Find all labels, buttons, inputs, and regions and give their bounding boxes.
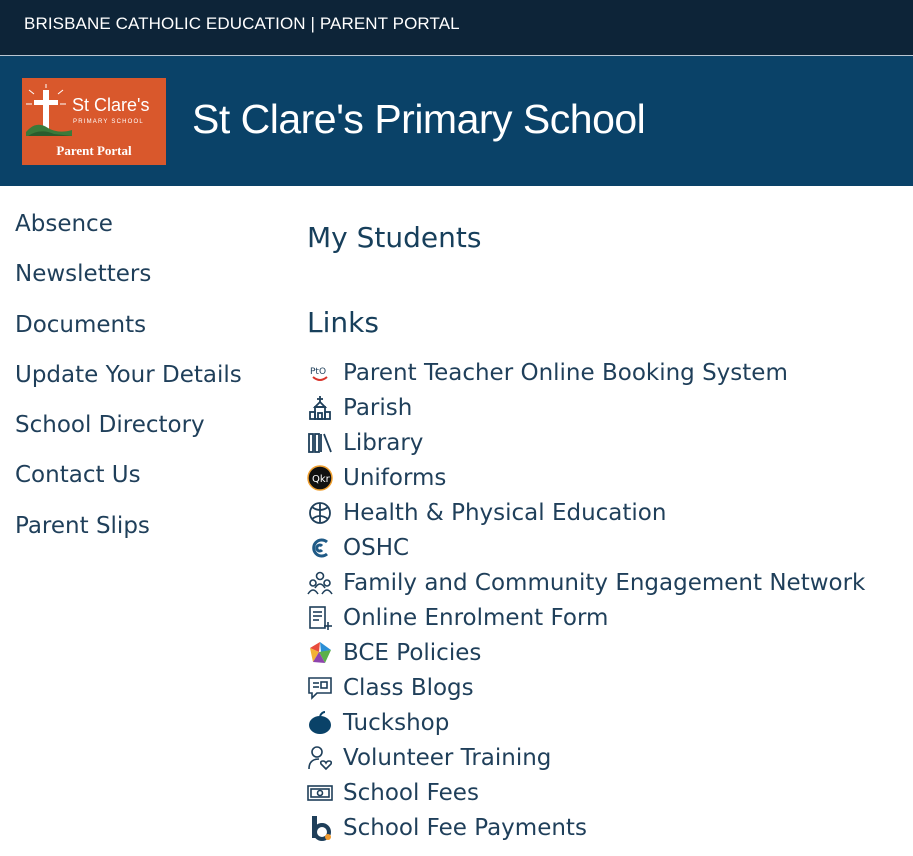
school-logo[interactable] bbox=[22, 78, 166, 165]
main-content bbox=[307, 218, 865, 845]
school-header bbox=[0, 56, 913, 186]
school-name: St Clare's Primary School bbox=[192, 96, 646, 142]
portal-title: BRISBANE CATHOLIC EDUCATION | PARENT PORTAL bbox=[24, 14, 460, 33]
sidebar-nav bbox=[15, 206, 242, 558]
logo-school-name: St Clare's bbox=[72, 95, 150, 115]
bpay-icon bbox=[307, 815, 333, 841]
link-label: OSHC bbox=[343, 534, 410, 561]
link-bce-policies[interactable] bbox=[307, 635, 865, 670]
link-label: Parish bbox=[343, 394, 413, 421]
link-label: Library bbox=[343, 429, 424, 456]
sidebar-item-parent-slips[interactable]: Parent Slips bbox=[15, 512, 150, 539]
svg-text:Qkr: Qkr bbox=[312, 473, 330, 485]
link-label: Online Enrolment Form bbox=[343, 604, 609, 631]
ptobs-icon bbox=[307, 360, 333, 386]
link-uniforms[interactable] bbox=[307, 460, 865, 495]
sidebar-item-school-directory[interactable]: School Directory bbox=[15, 412, 205, 439]
links-heading: Links bbox=[307, 306, 379, 339]
sidebar-item-documents[interactable]: Documents bbox=[15, 311, 147, 338]
link-class-blogs[interactable] bbox=[307, 670, 865, 705]
church-icon bbox=[307, 395, 333, 421]
link-label: Health & Physical Education bbox=[343, 499, 667, 526]
policies-icon bbox=[307, 640, 333, 666]
blog-icon bbox=[307, 675, 333, 701]
link-label: School Fee Payments bbox=[343, 814, 587, 841]
link-library[interactable] bbox=[307, 425, 865, 460]
link-label: Parent Teacher Online Booking System bbox=[343, 359, 788, 386]
apple-icon bbox=[307, 710, 333, 736]
money-icon bbox=[307, 780, 333, 806]
link-health-pe[interactable] bbox=[307, 495, 865, 530]
link-school-fees[interactable] bbox=[307, 775, 865, 810]
portal-topbar bbox=[0, 0, 913, 56]
link-label: Volunteer Training bbox=[343, 744, 552, 771]
oshc-icon bbox=[307, 535, 333, 561]
my-students-heading: My Students bbox=[307, 221, 482, 254]
link-oshc[interactable] bbox=[307, 530, 865, 565]
volunteer-icon bbox=[307, 745, 333, 771]
links-list bbox=[307, 355, 865, 845]
link-enrolment-form[interactable] bbox=[307, 600, 865, 635]
cross-logo-icon bbox=[26, 84, 76, 144]
books-icon bbox=[307, 430, 333, 456]
link-parent-teacher-booking[interactable] bbox=[307, 355, 865, 390]
link-parish[interactable] bbox=[307, 390, 865, 425]
sidebar-item-contact-us[interactable]: Contact Us bbox=[15, 462, 141, 489]
link-label: School Fees bbox=[343, 779, 479, 806]
link-label: Uniforms bbox=[343, 464, 447, 491]
link-school-fee-payments[interactable] bbox=[307, 810, 865, 845]
form-icon bbox=[307, 605, 333, 631]
logo-portal-label: Parent Portal bbox=[56, 143, 132, 158]
link-tuckshop[interactable] bbox=[307, 705, 865, 740]
sidebar-item-newsletters[interactable]: Newsletters bbox=[15, 261, 152, 288]
link-label: BCE Policies bbox=[343, 639, 482, 666]
sidebar-item-absence[interactable]: Absence bbox=[15, 211, 113, 237]
qkr-icon bbox=[307, 465, 333, 491]
link-label: Tuckshop bbox=[343, 709, 450, 736]
svg-text:PtO: PtO bbox=[310, 366, 327, 377]
logo-subtitle: PRIMARY SCHOOL bbox=[73, 119, 144, 125]
sidebar-item-update-details[interactable]: Update Your Details bbox=[15, 361, 242, 388]
link-label: Class Blogs bbox=[343, 674, 474, 701]
link-family-community[interactable] bbox=[307, 565, 865, 600]
people-icon bbox=[307, 570, 333, 596]
link-label: Family and Community Engagement Network bbox=[343, 569, 866, 596]
ball-icon bbox=[307, 500, 333, 526]
link-volunteer-training[interactable] bbox=[307, 740, 865, 775]
